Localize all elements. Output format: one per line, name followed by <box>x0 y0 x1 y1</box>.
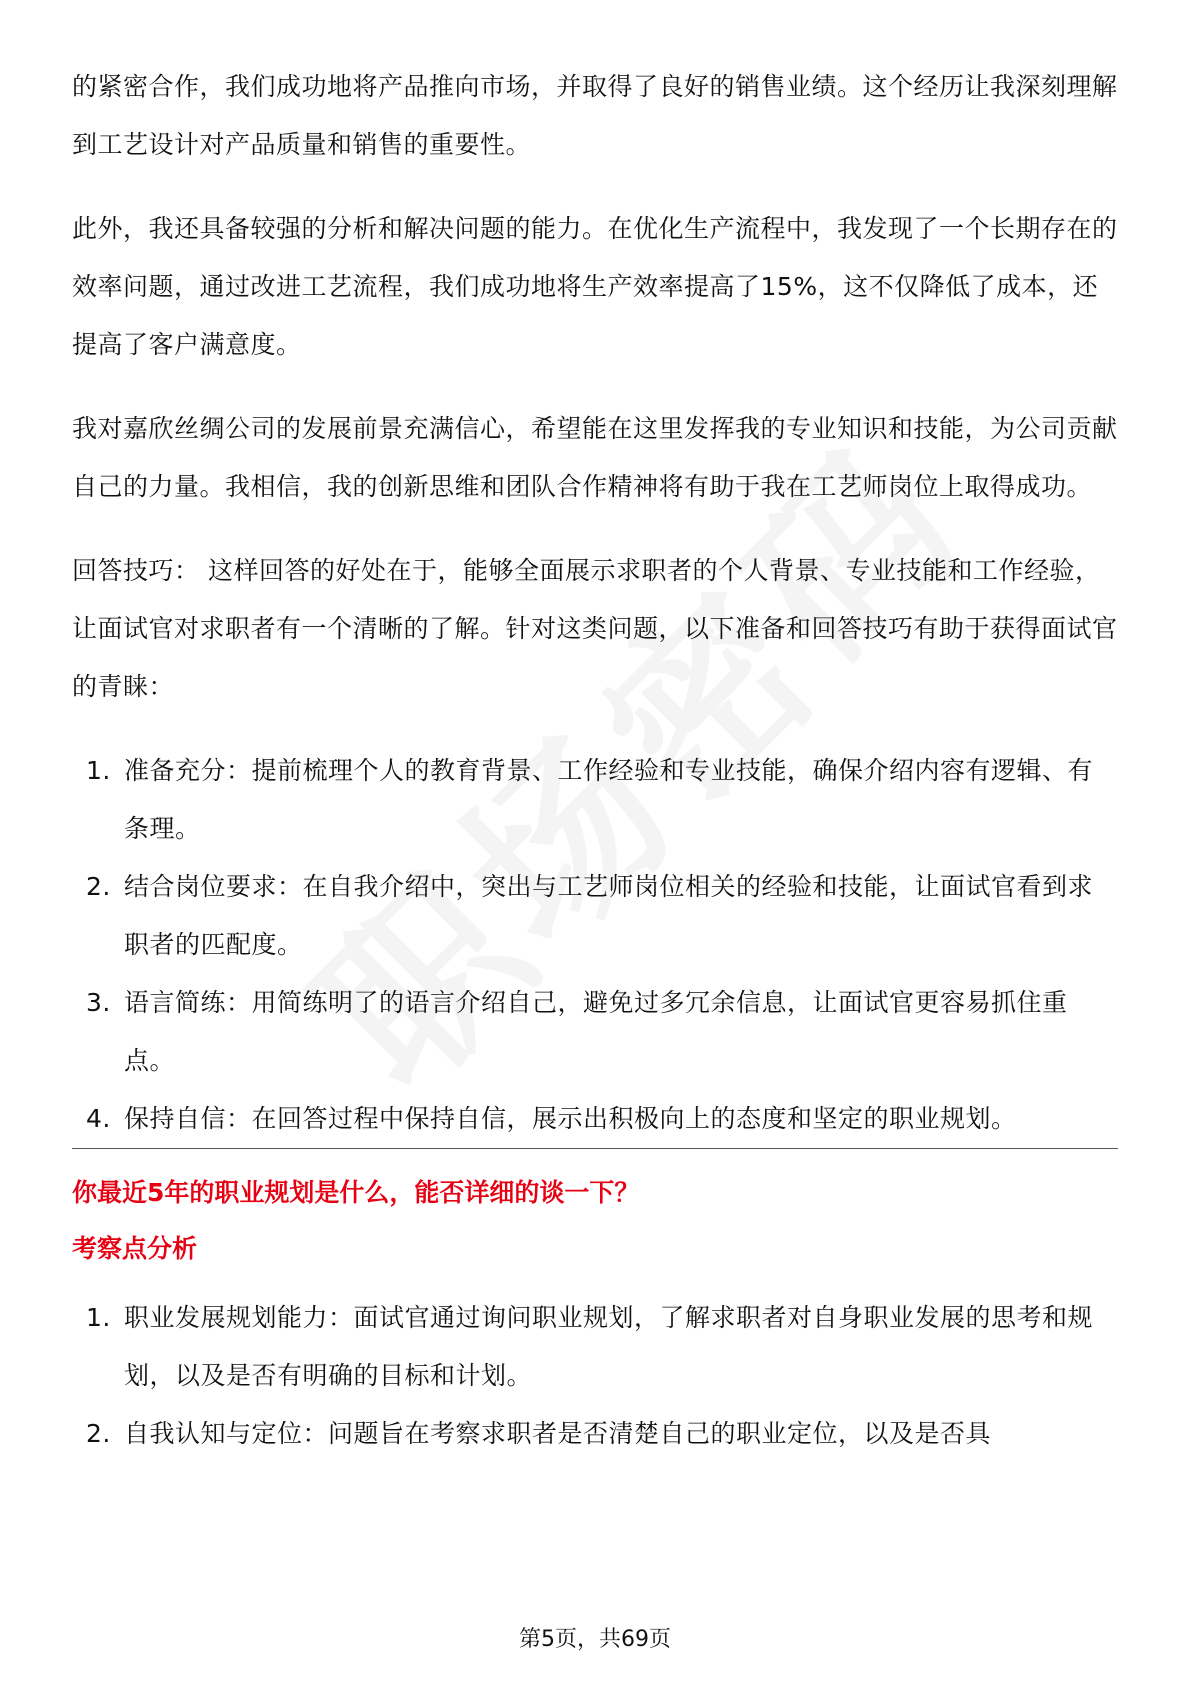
list-item <box>72 1405 1118 1463</box>
list-number: 4. <box>86 1104 111 1133</box>
document-page <box>72 58 1118 1463</box>
list-text: 准备充分：提前梳理个人的教育背景、工作经验和专业技能，确保介绍内容有逻辑、有条理。 <box>124 756 1094 843</box>
list-number: 2. <box>86 1419 111 1448</box>
list-number: 3. <box>86 988 111 1017</box>
list-item <box>72 858 1118 974</box>
list-text: 语言简练：用简练明了的语言介绍自己，避免过多冗余信息，让面试官更容易抓住重点。 <box>124 988 1068 1075</box>
tips-list <box>72 742 1118 1148</box>
list-item <box>72 974 1118 1090</box>
list-number: 1. <box>86 756 111 785</box>
list-text: 自我认知与定位：问题旨在考察求职者是否清楚自己的职业定位，以及是否具 <box>124 1419 992 1448</box>
list-text: 结合岗位要求：在自我介绍中，突出与工艺师岗位相关的经验和技能，让面试官看到求职者的匹配度。 <box>124 872 1094 959</box>
list-number: 1. <box>86 1303 111 1332</box>
page-footer: 第5页，共69页 <box>519 1627 671 1652</box>
paragraph-1: 的紧密合作，我们成功地将产品推向市场，并取得了良好的销售业绩。这个经历让我深刻理解到工艺设计对产品质量和销售的重要性。 <box>72 72 1118 159</box>
analysis-list <box>72 1289 1118 1463</box>
analysis-heading: 考察点分析 <box>72 1234 198 1263</box>
paragraph-3: 我对嘉欣丝绸公司的发展前景充满信心，希望能在这里发挥我的专业知识和技能，为公司贡献自己的力量。我相信，我的创新思维和团队合作精神将有助于我在工艺师岗位上取得成功。 <box>72 414 1118 501</box>
list-item <box>72 1090 1118 1148</box>
answer-tips-intro: 回答技巧： 这样回答的好处在于，能够全面展示求职者的个人背景、专业技能和工作经验，让面试官对求职者有一个清晰的了解。针对这类问题，以下准备和回答技巧有助于获得面试官的青睐： <box>72 556 1118 701</box>
section-divider <box>72 1148 1118 1149</box>
list-text: 保持自信：在回答过程中保持自信，展示出积极向上的态度和坚定的职业规划。 <box>124 1104 1017 1133</box>
list-item <box>72 742 1118 858</box>
list-number: 2. <box>86 872 111 901</box>
list-item <box>72 1289 1118 1405</box>
question-title: 你最近5年的职业规划是什么，能否详细的谈一下？ <box>72 1178 640 1207</box>
list-text: 职业发展规划能力：面试官通过询问职业规划，了解求职者对自身职业发展的思考和规划，以及是否有明确的目标和计划。 <box>124 1303 1094 1390</box>
paragraph-2: 此外，我还具备较强的分析和解决问题的能力。在优化生产流程中，我发现了一个长期存在的效率问题，通过改进工艺流程，我们成功地将生产效率提高了15%，这不仅降低了成本，还提高了客户满意度。 <box>72 214 1118 359</box>
